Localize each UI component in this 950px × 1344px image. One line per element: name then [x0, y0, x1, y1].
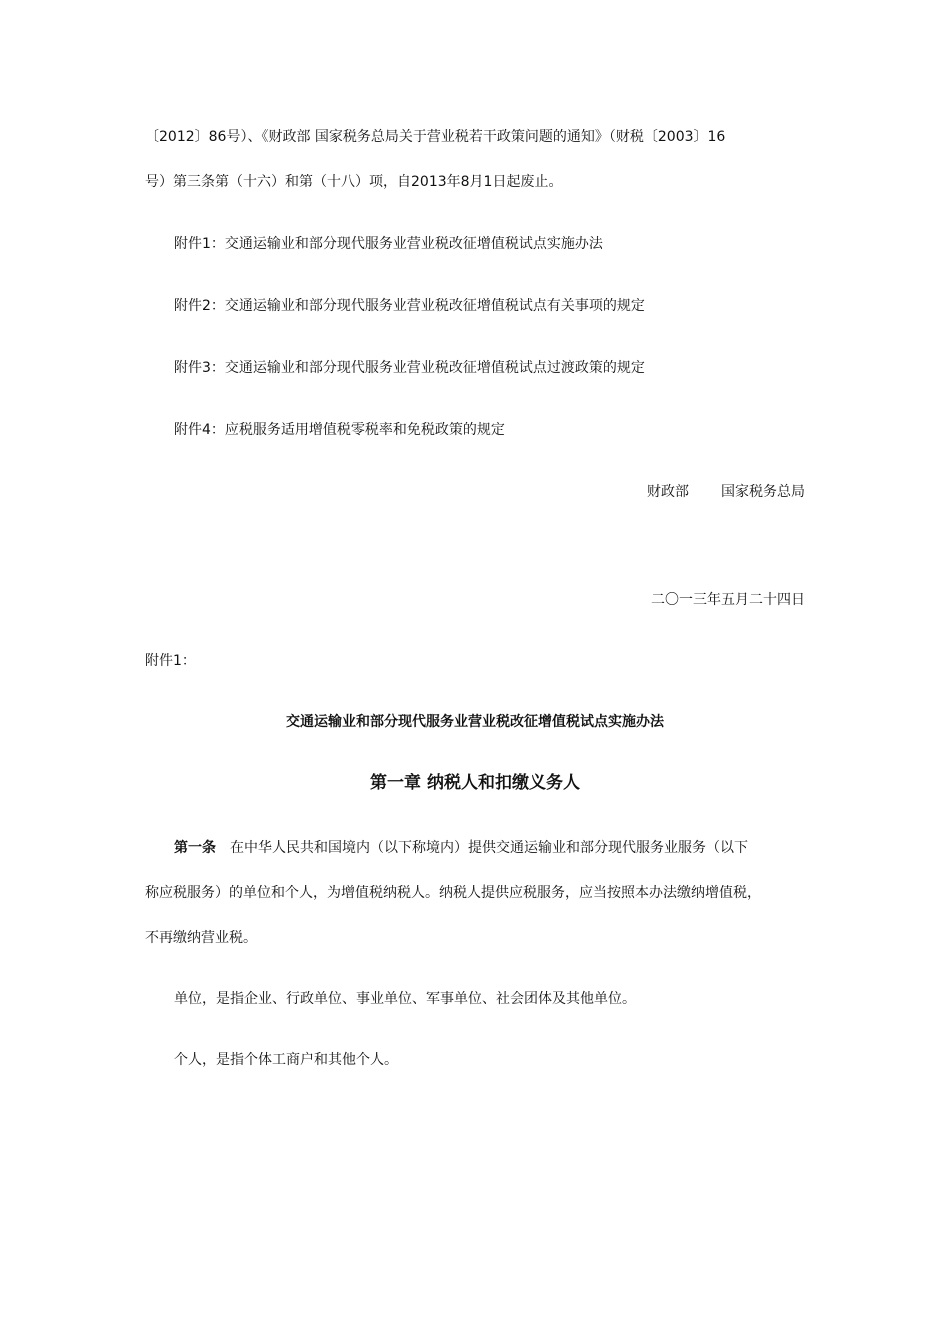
article-text: 在中华人民共和国境内（以下称境内）提供交通运输业和部分现代服务业服务（以下 — [230, 840, 748, 856]
attachment-item-4: 附件4：应税服务适用增值税零税率和免税政策的规定 — [174, 422, 505, 438]
annex-title: 交通运输业和部分现代服务业营业税改征增值税试点实施办法 — [286, 714, 664, 730]
signature-org-tax-bureau: 国家税务总局 — [721, 484, 805, 500]
article-label: 第一条 — [174, 840, 216, 856]
annex-label: 附件1： — [145, 653, 196, 669]
attachment-item-3: 附件3：交通运输业和部分现代服务业营业税改征增值税试点过渡政策的规定 — [174, 360, 645, 376]
attachment-item-1: 附件1：交通运输业和部分现代服务业营业税改征增值税试点实施办法 — [174, 236, 603, 252]
signature-org-ministry: 财政部 — [647, 484, 689, 500]
attachment-item-2: 附件2：交通运输业和部分现代服务业营业税改征增值税试点有关事项的规定 — [174, 298, 645, 314]
paragraph-line: 〔2012〕86号）、《财政部 国家税务总局关于营业税若干政策问题的通知》（财税〔2003〕16 — [145, 129, 726, 145]
signature-date: 二〇一三年五月二十四日 — [651, 592, 805, 608]
article-1-line-2: 称应税服务）的单位和个人，为增值税纳税人。纳税人提供应税服务，应当按照本办法缴纳增值税， — [145, 885, 761, 901]
definition-unit: 单位，是指企业、行政单位、事业单位、军事单位、社会团体及其他单位。 — [174, 991, 636, 1007]
definition-individual: 个人，是指个体工商户和其他个人。 — [174, 1052, 398, 1068]
article-1-line-3: 不再缴纳营业税。 — [145, 930, 257, 946]
article-1-line-1 — [174, 838, 748, 858]
paragraph-line: 号）第三条第（十六）和第（十八）项，自2013年8月1日起废止。 — [145, 174, 563, 190]
signature-orgs — [647, 482, 805, 502]
chapter-heading: 第一章 纳税人和扣缴义务人 — [370, 773, 580, 793]
